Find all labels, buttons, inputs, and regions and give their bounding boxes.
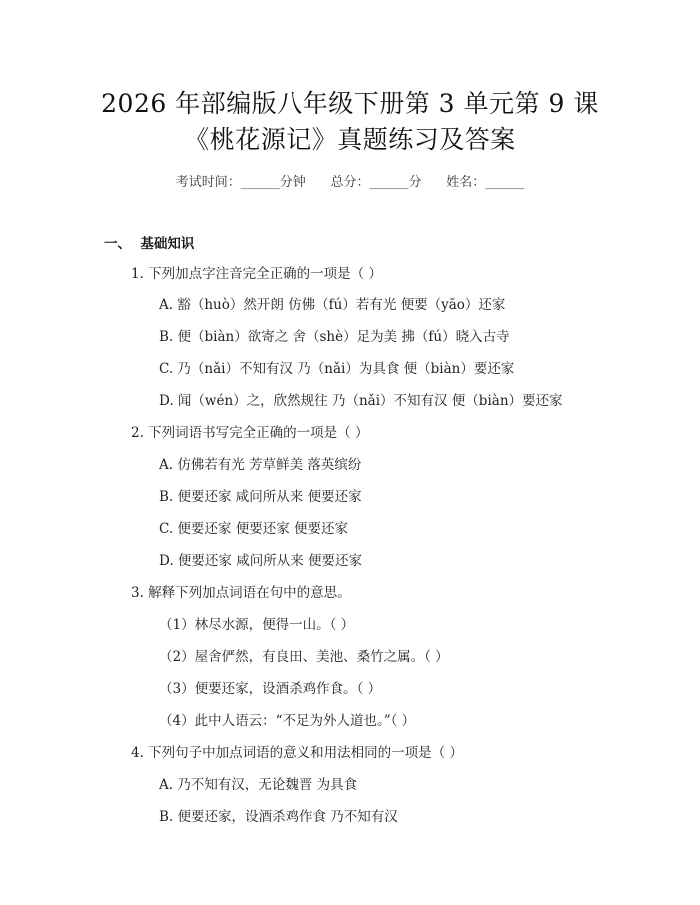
question-3-stem: 3. 解释下列加点词语在句中的意思。 <box>131 585 351 601</box>
question-2-option-c: C. 便要还家 便要还家 便要还家 <box>159 521 349 537</box>
page-title-line2: 《桃花源记》真题练习及答案 <box>184 125 516 154</box>
question-1-option-a: A. 豁（huò）然开朗 仿佛（fú）若有光 便要（yāo）还家 <box>159 297 506 313</box>
question-1-option-b: B. 便（biàn）欲寄之 舍（shè）足为美 拂（fú）晓入古寺 <box>159 329 510 345</box>
question-4-option-a: A. 乃不知有汉，无论魏晋 为具食 <box>159 777 358 793</box>
question-4-stem: 4. 下列句子中加点词语的意义和用法相同的一项是（ ） <box>131 745 463 761</box>
question-3-item-4: （4）此中人语云：“不足为外人道也。”（ ） <box>159 713 416 729</box>
exam-info-line: 考试时间：______分钟 总分：______分 姓名：______ <box>175 175 525 190</box>
question-4-option-b: B. 便要还家，设酒杀鸡作食 乃不知有汉 <box>159 809 398 825</box>
question-2-option-a: A. 仿佛若有光 芳草鲜美 落英缤纷 <box>159 457 362 473</box>
question-3-item-3: （3）便要还家，设酒杀鸡作食。（ ） <box>159 681 382 697</box>
question-2-option-b: B. 便要还家 咸问所从来 便要还家 <box>159 489 362 505</box>
section-heading-basic: 一、 基础知识 <box>104 236 195 252</box>
question-1-stem: 1. 下列加点字注音完全正确的一项是（ ） <box>131 266 382 282</box>
question-2-option-d: D. 便要还家 咸问所从来 便要还家 <box>159 553 363 569</box>
question-3-item-1: （1）林尽水源，便得一山。（ ） <box>159 617 355 633</box>
question-1-option-c: C. 乃（nǎi）不知有汉 乃（nǎi）为具食 便（biàn）要还家 <box>159 361 515 377</box>
question-2-stem: 2. 下列词语书写完全正确的一项是（ ） <box>131 425 369 441</box>
question-1-option-d: D. 闻（wén）之，欣然规往 乃（nǎi）不知有汉 便（biàn）要还家 <box>159 393 563 409</box>
question-3-item-2: （2）屋舍俨然，有良田、美池、桑竹之属。（ ） <box>159 649 449 665</box>
page-title-line1: 2026 年部编版八年级下册第 3 单元第 9 课 <box>101 89 599 118</box>
